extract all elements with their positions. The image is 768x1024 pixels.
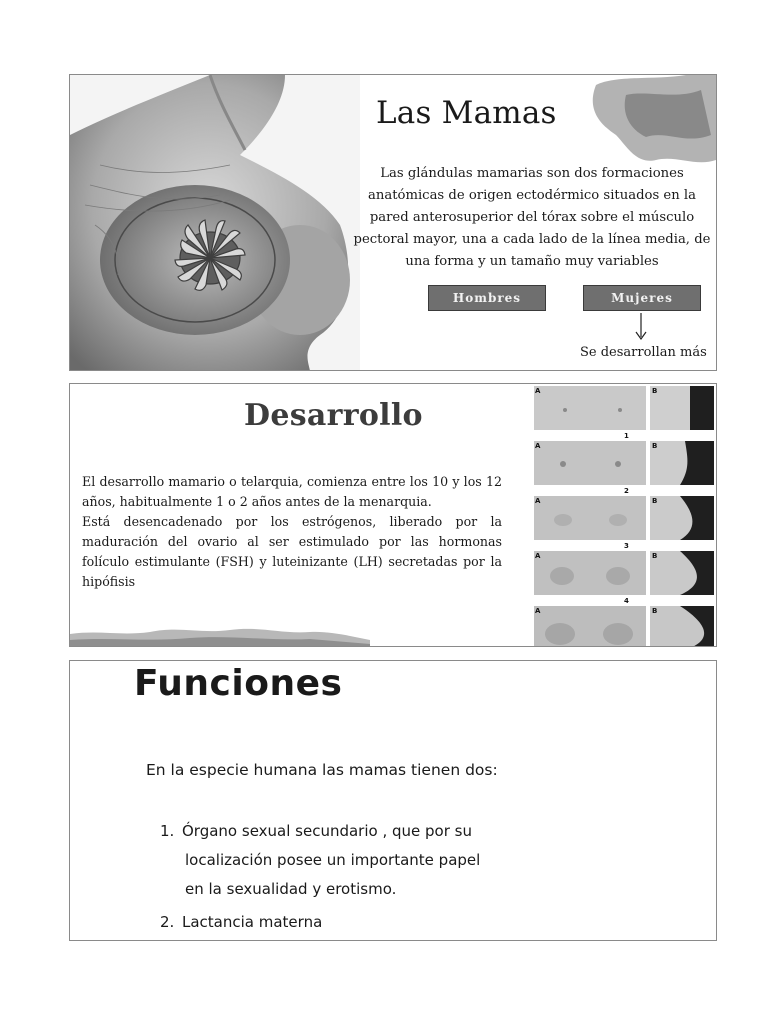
description-text: Las glándulas mamarias son dos formaciones anatómicas de origen ectodérmico situados en la pared anterosuperior del tórax sobre el músculo pectoral mayor, una a cada lado de la línea media, de una forma y un tamaño muy variables [353,166,711,269]
breast-anatomy-illustration [70,75,360,371]
function-item-1: 1. Órgano sexual secundario , que por su localización posee un importante papel en la sexualidad y erotismo. [160,817,480,904]
stage-label-a-1: A [535,387,541,395]
note-text: Se desarrollan más [580,345,707,360]
stage-label-a-2: A [535,442,541,450]
intro-text: En la especie humana las mamas tienen dos: [146,761,498,779]
stage-row-1 [534,386,714,430]
stage-label-b-5: B [652,607,658,615]
hombres-button[interactable]: Hombres [428,285,546,311]
item-number: 1. [160,822,175,840]
tanner-stages-photos [530,384,716,647]
stage-label-a-5: A [535,607,541,615]
slide-funciones [69,660,717,941]
slide-title: Las Mamas [376,95,557,131]
arrow-down-icon [634,313,648,341]
stage-label-b-3: B [652,497,658,505]
stage-label-b-1: B [652,387,658,395]
stage-number-2: 2 [624,487,629,495]
stage-label-b-2: B [652,442,658,450]
landscape-decoration [70,620,370,646]
stage-label-a-4: A [535,552,541,560]
stage-row-3 [534,496,714,540]
stage-number-3: 3 [624,542,629,550]
stage-row-2 [534,441,714,485]
stage-label-a-3: A [535,497,541,505]
stage-number-4: 4 [624,597,629,605]
function-item-2: 2. Lactancia materna [160,913,323,931]
body-text: El desarrollo mamario o telarquia, comienza entre los 10 y los 12 años, habitualmente 1 o 2 años antes de la menarquia. Está desencadenado por los estrógenos, liberado por la maduración del ovario al ser estimulado por las hormonas folículo estimulante (FSH) y luteinizante (LH) secretadas por la hipófisis [82,474,502,589]
slide-title: Desarrollo [244,398,423,433]
stage-label-b-4: B [652,552,658,560]
ink-wash-decoration [586,75,716,167]
item-number: 2. [160,913,175,931]
mujeres-button[interactable]: Mujeres [583,285,701,311]
slide-las-mamas [69,74,717,371]
stage-number-1: 1 [624,432,629,440]
slide-desarrollo [69,383,717,647]
stage-row-4 [534,551,714,595]
stage-row-5 [534,606,714,647]
slide-title: Funciones [134,663,343,704]
